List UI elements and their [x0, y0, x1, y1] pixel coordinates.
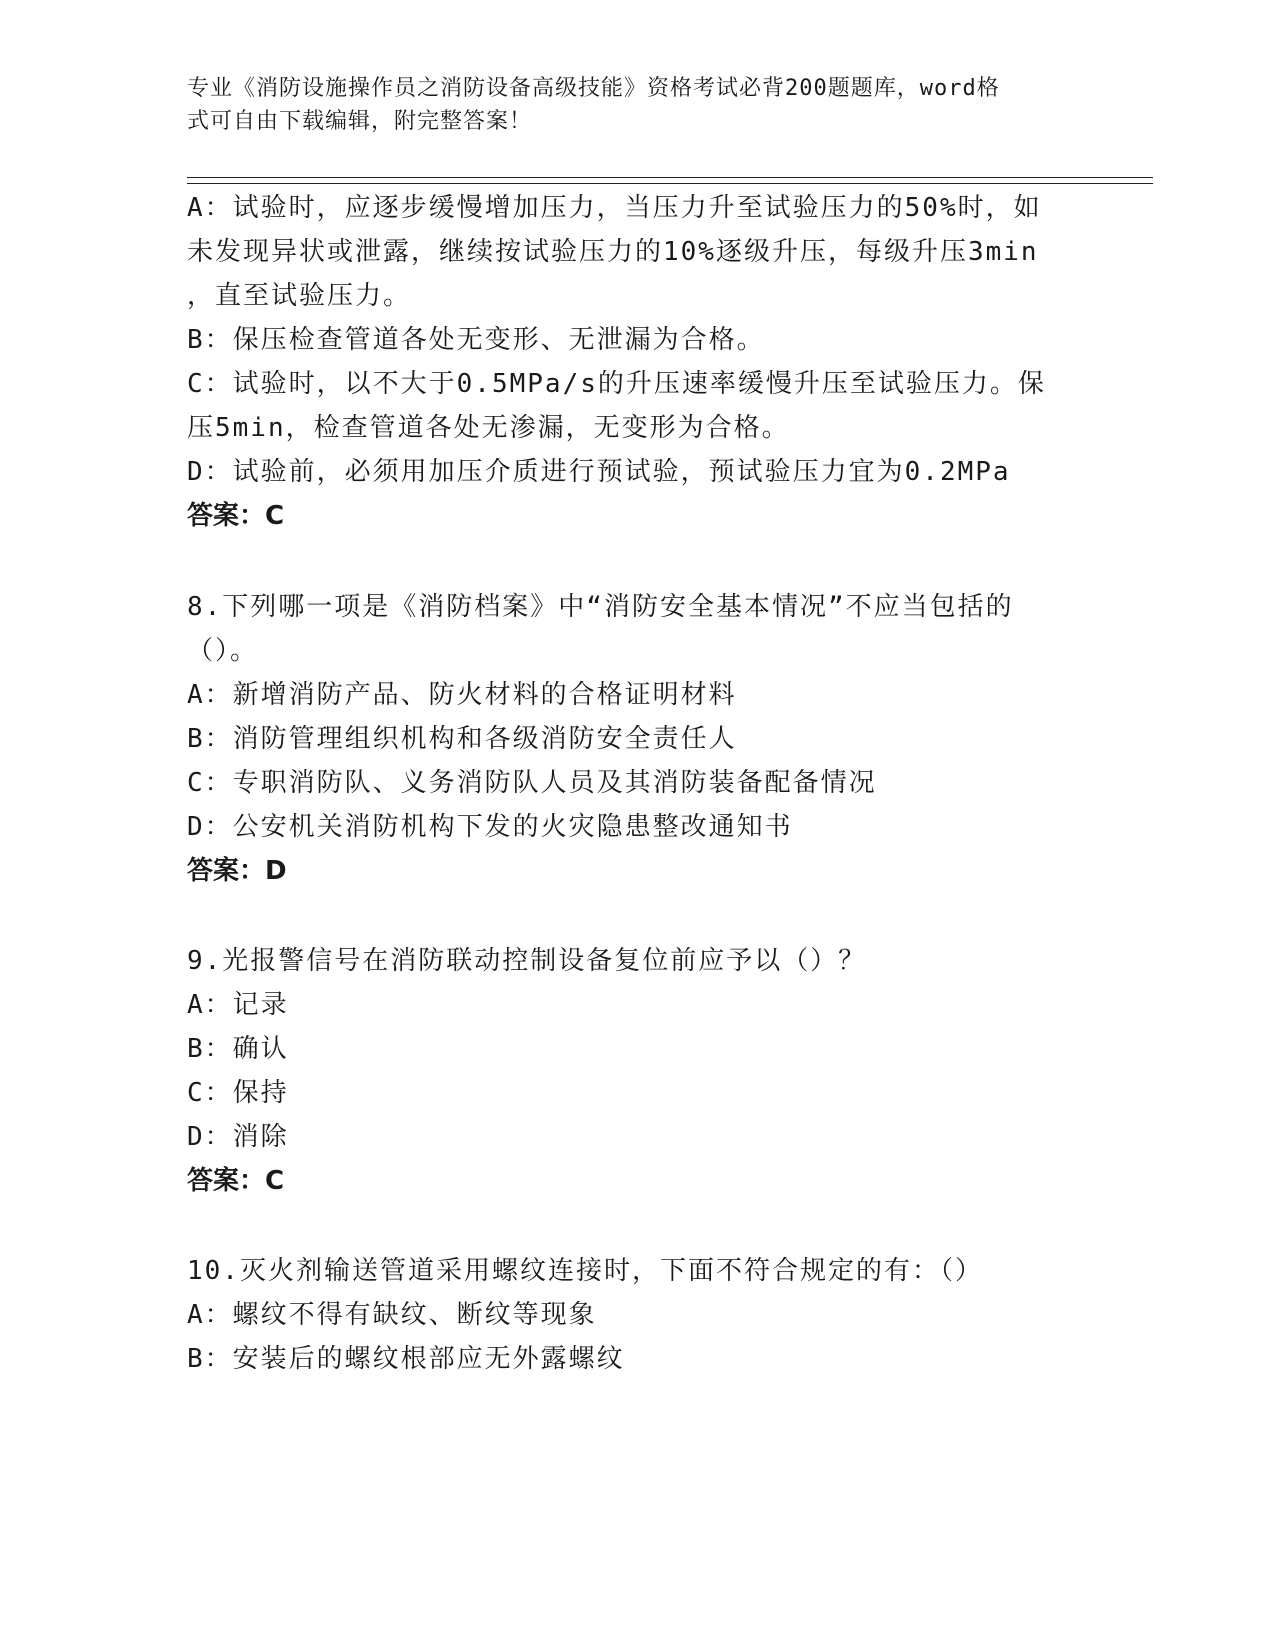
q9-answer: 答案：C	[187, 1166, 285, 1196]
q7-option-a-line-1: A：试验时，应逐步缓慢增加压力，当压力升至试验压力的50%时，如	[187, 193, 1042, 223]
q9-option-c: C：保持	[187, 1078, 289, 1108]
q7-option-d: D：试验前，必须用加压介质进行预试验，预试验压力宜为0.2MPa	[187, 457, 1011, 487]
header-rule-top	[187, 177, 1153, 178]
q8-stem-line-1: 8.下列哪一项是《消防档案》中“消防安全基本情况”不应当包括的	[187, 592, 1014, 622]
q10-stem: 10.灭火剂输送管道采用螺纹连接时，下面不符合规定的有：（）	[187, 1256, 983, 1286]
document-header	[187, 72, 1067, 138]
q8-option-b: B：消防管理组织机构和各级消防安全责任人	[187, 724, 737, 754]
q10-option-a: A：螺纹不得有缺纹、断纹等现象	[187, 1300, 597, 1330]
q8-answer: 答案：D	[187, 856, 287, 886]
q9-option-a: A：记录	[187, 990, 289, 1020]
q8-option-a: A：新增消防产品、防火材料的合格证明材料	[187, 680, 737, 710]
q8-option-d: D：公安机关消防机构下发的火灾隐患整改通知书	[187, 812, 793, 842]
q7-option-c-line-2: 压5min，检查管道各处无渗漏，无变形为合格。	[187, 413, 790, 443]
q7-option-a-line-3: ，直至试验压力。	[187, 281, 412, 311]
q7-answer: 答案：C	[187, 501, 285, 531]
q7-option-c-line-1: C：试验时，以不大于0.5MPa/s的升压速率缓慢升压至试验压力。保	[187, 369, 1046, 399]
q7-option-a-line-2: 未发现异状或泄露，继续按试验压力的10%逐级升压，每级升压3min	[187, 237, 1039, 267]
header-line-2: 式可自由下载编辑，附完整答案！	[187, 109, 533, 134]
q8-option-c: C：专职消防队、义务消防队人员及其消防装备配备情况	[187, 768, 877, 798]
header-rule-bottom	[187, 183, 1153, 184]
q7-option-b: B：保压检查管道各处无变形、无泄漏为合格。	[187, 325, 765, 355]
q9-stem: 9.光报警信号在消防联动控制设备复位前应予以（）？	[187, 946, 867, 976]
q10-option-b: B：安装后的螺纹根部应无外露螺纹	[187, 1344, 625, 1374]
q9-option-d: D：消除	[187, 1122, 289, 1152]
q8-stem-line-2: （）。	[187, 636, 259, 666]
q9-option-b: B：确认	[187, 1034, 289, 1064]
header-line-1: 专业《消防设施操作员之消防设备高级技能》资格考试必背200题题库，word格	[187, 76, 1000, 101]
